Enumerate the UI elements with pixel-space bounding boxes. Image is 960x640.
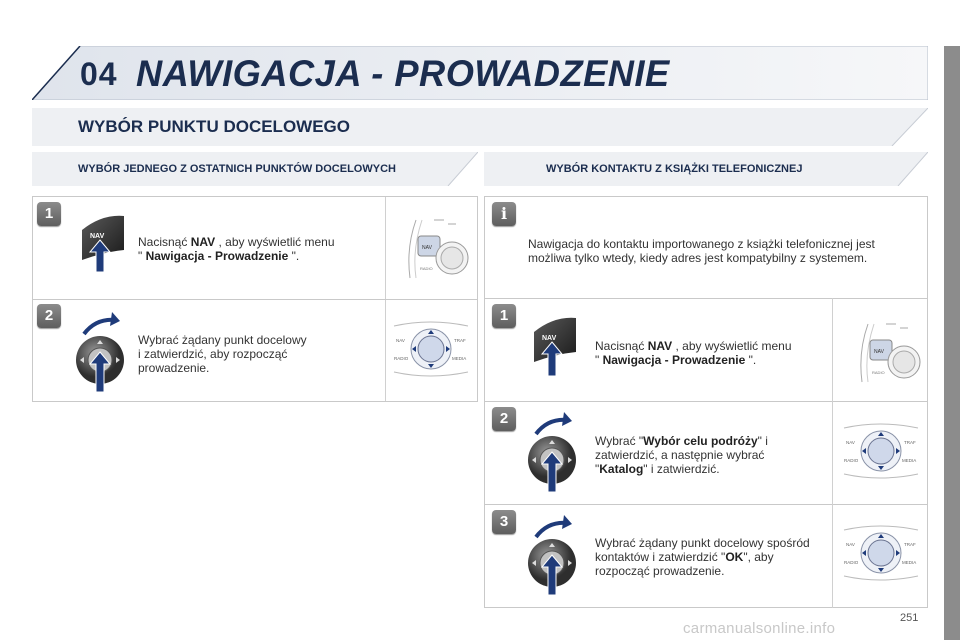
svg-text:NAV: NAV [90,233,105,240]
svg-text:MEDIA: MEDIA [902,560,917,565]
step-badge-1: 1 [37,202,61,226]
watermark[interactable]: carmanualsonline.info [683,620,836,637]
svg-text:RADIO: RADIO [394,356,409,361]
control-panel-icon [404,212,470,282]
svg-text:RADIO: RADIO [420,266,433,271]
right-step-3-text: Wybrać żądany punkt docelowy spośród kontaktów i zatwierdzić "OK", aby rozpocząć prowadzenie. [595,536,810,578]
control-panel-icon [390,318,472,380]
svg-text:RADIO: RADIO [872,370,885,375]
info-badge: i [492,202,516,226]
rotary-knob-icon [72,312,128,394]
nav-button-icon [530,314,580,380]
control-panel-icon [856,316,922,386]
right-step-1-text: Nacisnąć NAV , aby wyświetlić menu " Nawigacja - Prowadzenie ". [595,339,792,367]
step-badge-2: 2 [37,304,61,328]
svg-text:TRAF: TRAF [904,440,916,445]
svg-text:TRAF: TRAF [904,542,916,547]
page-number: 251 [900,612,919,624]
svg-text:NAV: NAV [542,335,557,342]
svg-text:NAV: NAV [846,440,855,445]
info-text: Nawigacja do kontaktu importowanego z książki telefonicznej jest możliwa tylko wtedy, kiedy adres jest kompatybilny z systemem. [528,237,875,265]
chapter-number: 04 [80,56,118,92]
right-step-2-text: Wybrać "Wybór celu podróży" i zatwierdzić, a następnie wybrać "Katalog" i zatwierdzić. [595,434,768,476]
svg-text:RADIO: RADIO [844,458,859,463]
right-column-heading: WYBÓR KONTAKTU Z KSIĄŻKI TELEFONICZNEJ [546,163,803,175]
rotary-knob-icon [524,412,580,494]
step-badge-2: 2 [492,407,516,431]
chapter-side-bar [944,46,960,640]
svg-text:NAV: NAV [396,338,405,343]
svg-text:MEDIA: MEDIA [902,458,917,463]
left-step-2-text: Wybrać żądany punkt docelowy i zatwierdzić, aby rozpocząć prowadzenie. [138,333,307,375]
svg-text:NAV: NAV [422,245,432,251]
control-panel-icon [840,522,922,584]
svg-text:NAV: NAV [874,349,884,355]
svg-text:NAV: NAV [846,542,855,547]
svg-text:MEDIA: MEDIA [452,356,467,361]
step-badge-3: 3 [492,510,516,534]
chapter-title: NAWIGACJA - PROWADZENIE [136,53,670,94]
left-column-heading: WYBÓR JEDNEGO Z OSTATNICH PUNKTÓW DOCELOWYCH [78,163,396,175]
nav-button-icon [78,212,128,274]
section-title: WYBÓR PUNKTU DOCELOWEGO [78,117,350,136]
svg-text:TRAF: TRAF [454,338,466,343]
step-badge-1: 1 [492,304,516,328]
rotary-knob-icon [524,515,580,597]
svg-text:RADIO: RADIO [844,560,859,565]
left-step-1-text: Nacisnąć NAV , aby wyświetlić menu " Nawigacja - Prowadzenie ". [138,235,335,263]
control-panel-icon [840,420,922,482]
